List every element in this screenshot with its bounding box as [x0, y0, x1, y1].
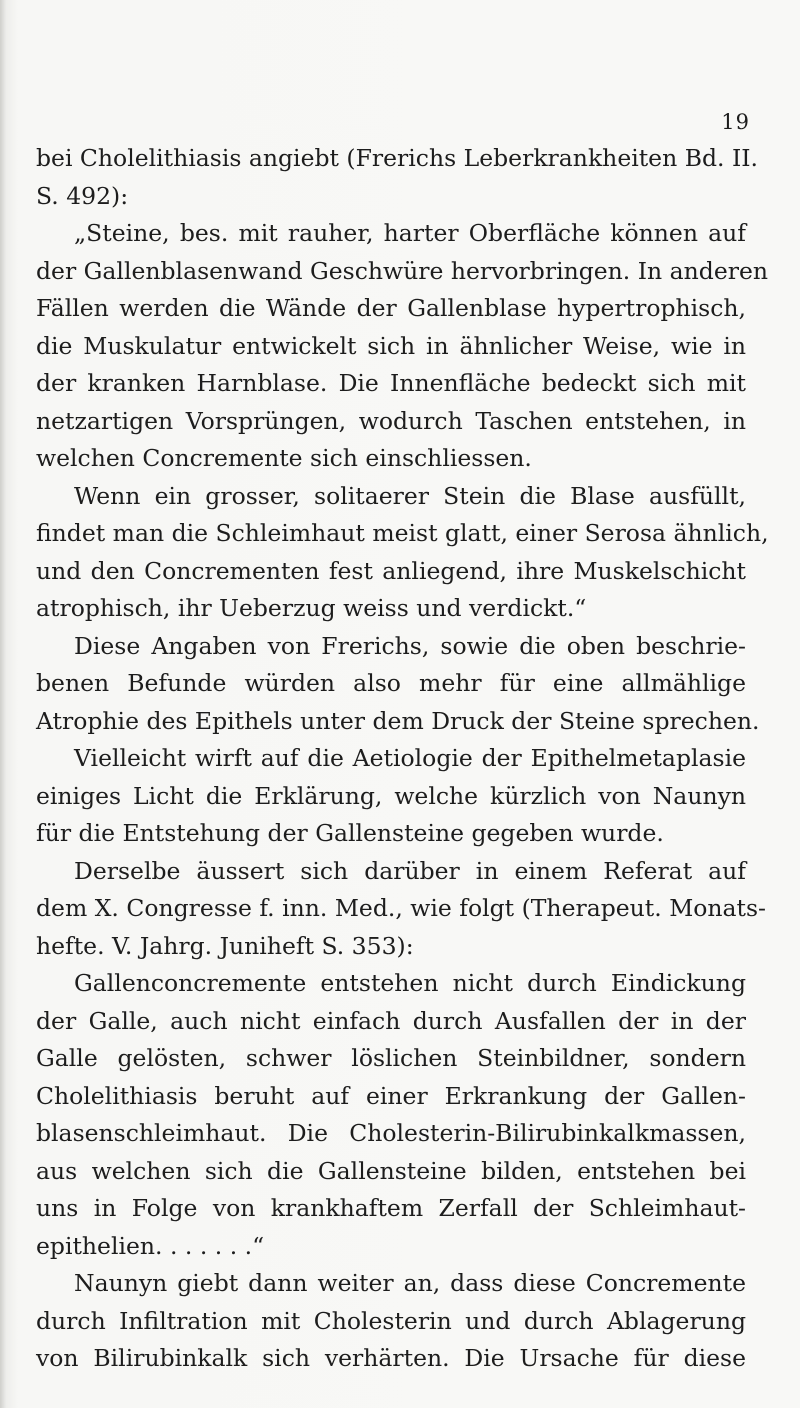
text-line: Fällen werden die Wände der Gallenblase hypertrophisch,: [36, 294, 746, 322]
text-line: und den Concrementen fest anliegend, ihre Muskelschicht: [36, 556, 746, 585]
text-line: epithelien. . . . . . .“: [36, 1231, 265, 1260]
page-binding-edge: [0, 0, 6, 1408]
text-line: „Steine, bes. mit rauher, harter Oberfläche können auf: [74, 219, 746, 247]
text-line: für die Entstehung der Gallensteine gegeben wurde.: [36, 819, 664, 847]
text-line: hefte. V. Jahrg. Juniheft S. 353):: [36, 931, 414, 960]
text-line: Diese Angaben von Frerichs, sowie die oben beschrie-: [74, 631, 746, 660]
page-number: 19: [721, 110, 750, 134]
text-line: der kranken Harnblase. Die Innenfläche bedeckt sich mit: [36, 369, 746, 397]
text-line: von Bilirubinkalk sich verhärten. Die Ursache für diese: [36, 1344, 746, 1372]
text-line: Gallenconcremente entstehen nicht durch Eindickung: [74, 969, 746, 997]
text-line: Naunyn giebt dann weiter an, dass diese Concremente: [74, 1269, 746, 1297]
text-line: die Muskulatur entwickelt sich in ähnlicher Weise, wie in: [36, 331, 746, 360]
text-line: Atrophie des Epithels unter dem Druck der Steine sprechen.: [36, 706, 760, 735]
text-line: einiges Licht die Erklärung, welche kürzlich von Naunyn: [36, 781, 746, 810]
text-line: aus welchen sich die Gallensteine bilden, entstehen bei: [36, 1156, 746, 1185]
text-line: S. 492):: [36, 181, 129, 210]
text-line: Galle gelösten, schwer löslichen Steinbildner, sondern: [36, 1044, 746, 1072]
text-line: der Galle, auch nicht einfach durch Ausfallen der in der: [36, 1006, 746, 1035]
text-line: durch Infiltration mit Cholesterin und durch Ablagerung: [36, 1306, 746, 1335]
text-line: benen Befunde würden also mehr für eine allmählige: [36, 669, 746, 697]
text-line: welchen Concremente sich einschliessen.: [36, 444, 532, 472]
text-line: der Gallenblasenwand Geschwüre hervorbringen. In anderen: [36, 256, 768, 285]
text-line: atrophisch, ihr Ueberzug weiss und verdickt.“: [36, 594, 587, 622]
text-line: dem X. Congresse f. inn. Med., wie folgt (Therapeut. Monats-: [36, 894, 766, 922]
body-text: [36, 140, 769, 1378]
text-line: Vielleicht wirft auf die Aetiologie der Epithelmetaplasie: [74, 744, 746, 772]
text-line: blasenschleimhaut. Die Cholesterin-Bilirubinkalkmassen,: [36, 1119, 746, 1147]
text-line: Derselbe äussert sich darüber in einem Referat auf: [74, 856, 746, 885]
text-line: bei Cholelithiasis angiebt (Frerichs Leberkrankheiten Bd. II.: [36, 144, 758, 172]
text-line: netzartigen Vorsprüngen, wodurch Taschen entstehen, in: [36, 406, 746, 435]
text-line: findet man die Schleimhaut meist glatt, einer Serosa ähnlich,: [36, 519, 769, 547]
text-line: uns in Folge von krankhaftem Zerfall der Schleimhaut-: [36, 1194, 746, 1222]
text-line: Cholelithiasis beruht auf einer Erkrankung der Gallen-: [36, 1081, 746, 1110]
text-line: Wenn ein grosser, solitaerer Stein die Blase ausfüllt,: [74, 481, 746, 510]
